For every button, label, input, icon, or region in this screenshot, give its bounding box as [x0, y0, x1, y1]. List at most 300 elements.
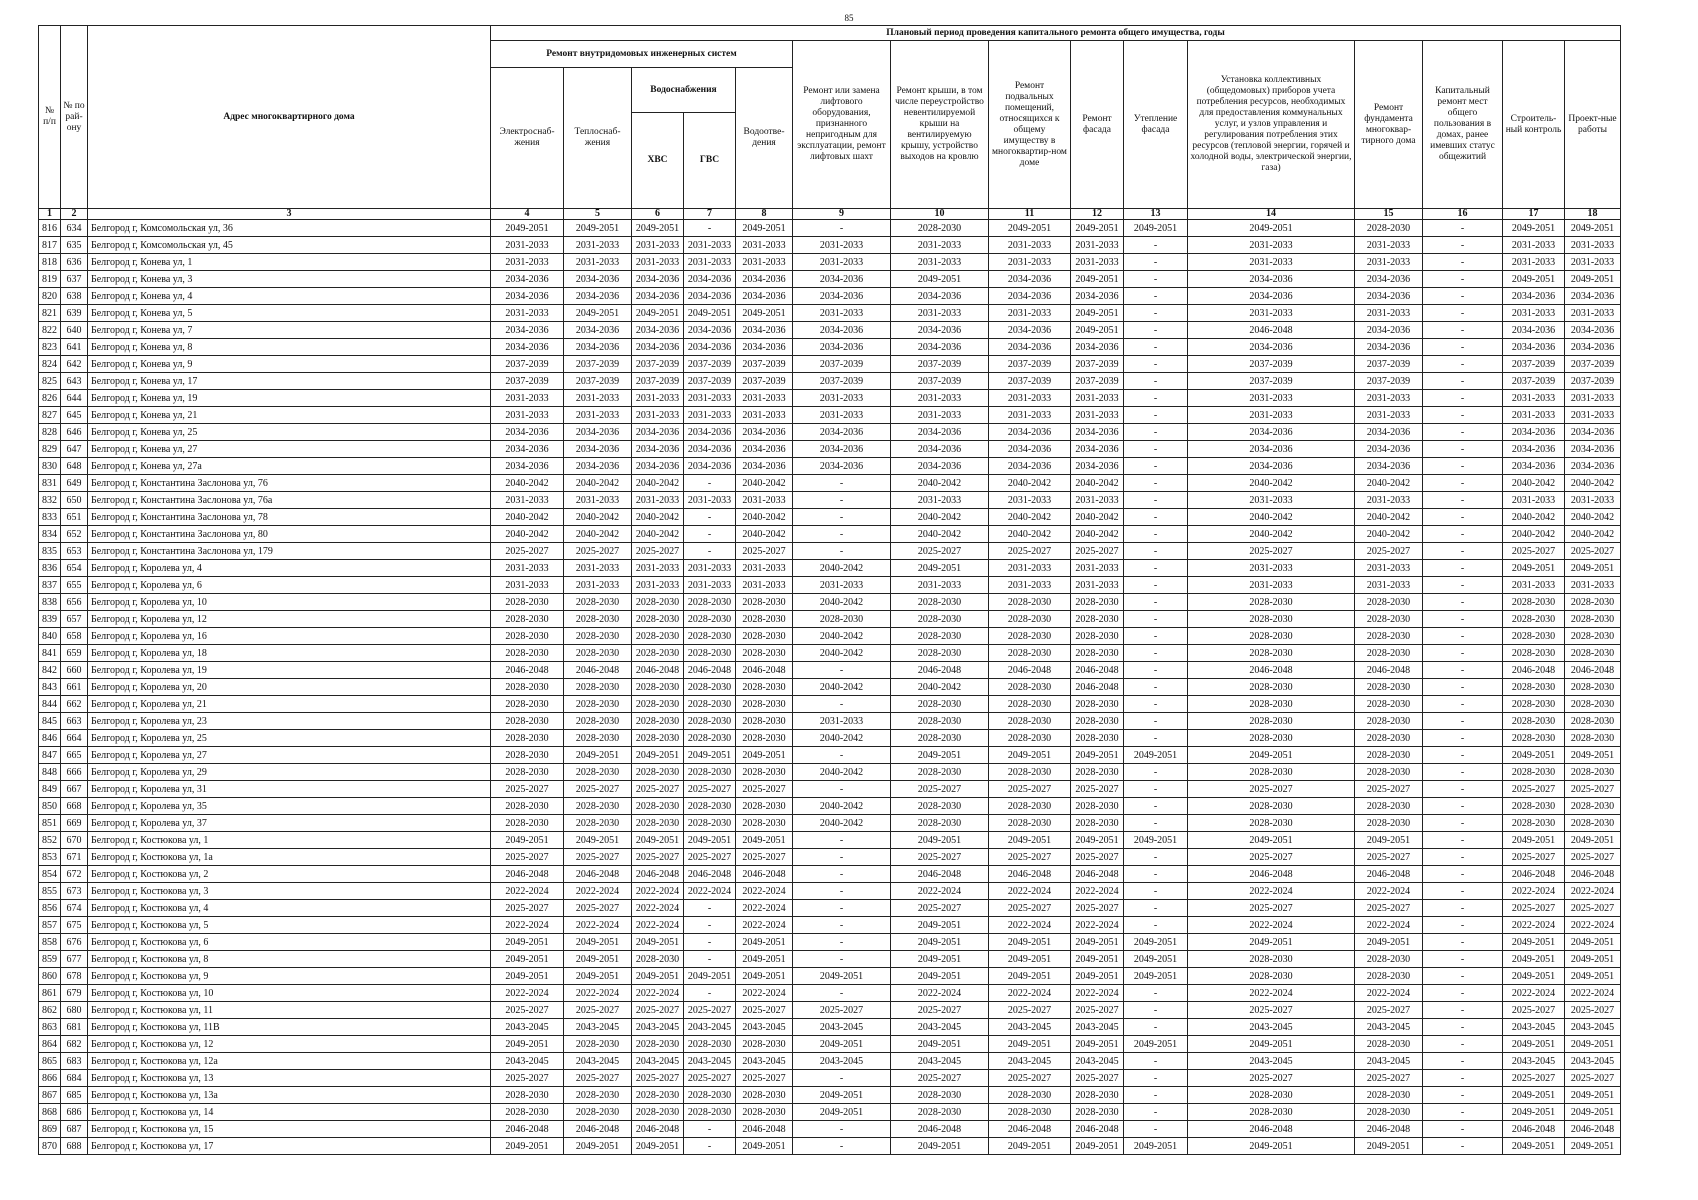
table-cell: 2028-2030 — [1188, 713, 1355, 730]
table-cell: - — [1423, 543, 1503, 560]
column-number: 1 — [39, 209, 61, 220]
table-cell: - — [1124, 611, 1188, 628]
table-cell: 2049-2051 — [989, 1036, 1071, 1053]
table-cell: 2031-2033 — [1071, 254, 1124, 271]
table-cell: 2040-2042 — [793, 764, 891, 781]
table-cell: 2046-2048 — [1565, 866, 1621, 883]
address-cell: Белгород г, Конева ул, 4 — [88, 288, 491, 305]
address-cell: Белгород г, Костюкова ул, 13 — [88, 1070, 491, 1087]
table-cell: 2040-2042 — [1565, 475, 1621, 492]
table-cell: 2046-2048 — [1503, 866, 1565, 883]
table-cell: 685 — [61, 1087, 88, 1104]
table-row — [39, 577, 1621, 594]
table-cell: 2034-2036 — [684, 458, 736, 475]
table-cell: - — [1124, 1070, 1188, 1087]
table-cell: - — [1124, 781, 1188, 798]
table-cell: 2025-2027 — [491, 1070, 564, 1087]
table-cell: 2025-2027 — [564, 849, 632, 866]
table-cell: - — [1124, 254, 1188, 271]
table-cell: 2040-2042 — [632, 509, 684, 526]
table-cell: - — [1124, 1053, 1188, 1070]
table-cell: 2031-2033 — [1071, 237, 1124, 254]
table-row — [39, 356, 1621, 373]
table-cell: 2028-2030 — [684, 594, 736, 611]
table-cell: 2040-2042 — [564, 475, 632, 492]
table-cell: 2049-2051 — [1355, 1138, 1423, 1155]
table-cell: 2028-2030 — [564, 679, 632, 696]
column-number-row — [39, 209, 1621, 220]
table-cell: 674 — [61, 900, 88, 917]
table-cell: 2028-2030 — [1355, 764, 1423, 781]
table-cell: 2025-2027 — [736, 543, 793, 560]
table-cell: 2028-2030 — [1355, 1036, 1423, 1053]
table-cell: 2028-2030 — [891, 1104, 989, 1121]
table-cell: 834 — [39, 526, 61, 543]
table-cell: 2049-2051 — [793, 1087, 891, 1104]
table-cell: 2034-2036 — [891, 458, 989, 475]
column-number: 10 — [891, 209, 989, 220]
table-cell: 2049-2051 — [684, 968, 736, 985]
table-cell: 2034-2036 — [1071, 441, 1124, 458]
table-cell: 2028-2030 — [891, 815, 989, 832]
table-cell: 2028-2030 — [989, 611, 1071, 628]
table-cell: 2049-2051 — [891, 1036, 989, 1053]
table-cell: - — [1124, 815, 1188, 832]
table-cell: 2034-2036 — [793, 458, 891, 475]
table-cell: 2049-2051 — [491, 220, 564, 237]
column-number: 4 — [491, 209, 564, 220]
table-cell: 2028-2030 — [491, 628, 564, 645]
table-cell: 2028-2030 — [1503, 730, 1565, 747]
table-cell: 2025-2027 — [1355, 1002, 1423, 1019]
table-cell: 2049-2051 — [1124, 1138, 1188, 1155]
table-cell: 2028-2030 — [684, 815, 736, 832]
table-cell: 683 — [61, 1053, 88, 1070]
table-cell: 2028-2030 — [632, 1104, 684, 1121]
table-cell: - — [1124, 237, 1188, 254]
table-cell: 2040-2042 — [891, 509, 989, 526]
table-cell: 2034-2036 — [1503, 458, 1565, 475]
table-cell: 2034-2036 — [684, 322, 736, 339]
column-number: 16 — [1423, 209, 1503, 220]
header-engineering-systems: Ремонт внутридомовых инженерных систем — [491, 41, 793, 68]
table-cell: - — [1423, 696, 1503, 713]
table-cell: 2034-2036 — [736, 288, 793, 305]
table-cell: 819 — [39, 271, 61, 288]
table-cell: 2049-2051 — [989, 934, 1071, 951]
table-cell: 2028-2030 — [564, 1036, 632, 1053]
table-cell: 667 — [61, 781, 88, 798]
table-cell: 2025-2027 — [989, 781, 1071, 798]
table-cell: - — [1124, 917, 1188, 934]
table-cell: 2034-2036 — [736, 441, 793, 458]
table-cell: 2049-2051 — [564, 951, 632, 968]
table-cell: 2034-2036 — [1503, 322, 1565, 339]
table-cell: 2049-2051 — [891, 832, 989, 849]
table-cell: 2028-2030 — [736, 1036, 793, 1053]
table-cell: 862 — [39, 1002, 61, 1019]
table-cell: 2049-2051 — [1071, 220, 1124, 237]
table-cell: - — [1124, 390, 1188, 407]
table-cell: 2028-2030 — [1188, 764, 1355, 781]
table-cell: 867 — [39, 1087, 61, 1104]
table-cell: - — [1423, 866, 1503, 883]
table-cell: - — [793, 917, 891, 934]
table-cell: 2049-2051 — [1565, 271, 1621, 288]
table-cell: 2031-2033 — [1355, 390, 1423, 407]
table-cell: 2046-2048 — [632, 866, 684, 883]
table-cell: 861 — [39, 985, 61, 1002]
table-cell: 637 — [61, 271, 88, 288]
table-cell: 2031-2033 — [1565, 237, 1621, 254]
header-planned-period: Плановый период проведения капитального ремонта общего имущества, годы — [491, 26, 1621, 41]
table-cell: 2025-2027 — [891, 1002, 989, 1019]
table-row — [39, 781, 1621, 798]
table-cell: 2043-2045 — [564, 1019, 632, 1036]
table-row — [39, 1019, 1621, 1036]
table-row — [39, 900, 1621, 917]
table-cell: 2043-2045 — [989, 1019, 1071, 1036]
table-cell: - — [1124, 679, 1188, 696]
table-cell: 2043-2045 — [684, 1019, 736, 1036]
table-cell: 817 — [39, 237, 61, 254]
table-cell: 2025-2027 — [632, 1070, 684, 1087]
table-cell: 2037-2039 — [1503, 373, 1565, 390]
table-cell: 869 — [39, 1121, 61, 1138]
table-cell: 2028-2030 — [1565, 815, 1621, 832]
table-cell: 2049-2051 — [736, 220, 793, 237]
table-cell: 657 — [61, 611, 88, 628]
table-cell: 2028-2030 — [1188, 951, 1355, 968]
table-cell: 2028-2030 — [491, 696, 564, 713]
table-cell: 2034-2036 — [989, 288, 1071, 305]
table-row — [39, 747, 1621, 764]
header-drainage: Водоотве-дения — [736, 68, 793, 209]
table-cell: 2022-2024 — [1503, 917, 1565, 934]
table-cell: 2031-2033 — [1565, 254, 1621, 271]
table-cell: 2034-2036 — [736, 322, 793, 339]
table-cell: 2040-2042 — [793, 679, 891, 696]
table-cell: 681 — [61, 1019, 88, 1036]
table-cell: 2025-2027 — [1355, 781, 1423, 798]
table-cell: 2025-2027 — [564, 900, 632, 917]
address-cell: Белгород г, Конева ул, 19 — [88, 390, 491, 407]
header-insulation: Утепление фасада — [1124, 41, 1188, 209]
table-cell: 2025-2027 — [1503, 781, 1565, 798]
table-cell: 2025-2027 — [1188, 781, 1355, 798]
table-cell: 2046-2048 — [491, 662, 564, 679]
header-heating: Теплоснаб-жения — [564, 68, 632, 209]
table-cell: 2031-2033 — [989, 407, 1071, 424]
table-cell: 2031-2033 — [632, 560, 684, 577]
table-cell: 2028-2030 — [1503, 713, 1565, 730]
header-cold-water: ХВС — [632, 113, 684, 209]
table-cell: 2028-2030 — [1565, 645, 1621, 662]
table-cell: 2028-2030 — [491, 594, 564, 611]
table-cell: 2025-2027 — [736, 1002, 793, 1019]
table-cell: 2028-2030 — [989, 730, 1071, 747]
address-cell: Белгород г, Королева ул, 6 — [88, 577, 491, 594]
address-cell: Белгород г, Костюкова ул, 14 — [88, 1104, 491, 1121]
table-cell: 2022-2024 — [1565, 883, 1621, 900]
table-cell: 2031-2033 — [989, 237, 1071, 254]
table-cell: 2049-2051 — [1071, 1138, 1124, 1155]
address-cell: Белгород г, Королева ул, 29 — [88, 764, 491, 781]
page-number: 85 — [844, 13, 854, 23]
table-cell: 2034-2036 — [891, 339, 989, 356]
table-cell: 2028-2030 — [989, 764, 1071, 781]
table-row — [39, 526, 1621, 543]
table-cell: 641 — [61, 339, 88, 356]
table-cell: - — [793, 866, 891, 883]
column-number: 11 — [989, 209, 1071, 220]
table-cell: 2046-2048 — [989, 866, 1071, 883]
table-cell: 2028-2030 — [564, 628, 632, 645]
table-cell: - — [1423, 968, 1503, 985]
table-cell: 859 — [39, 951, 61, 968]
table-cell: 2034-2036 — [989, 424, 1071, 441]
table-cell: 2034-2036 — [1355, 458, 1423, 475]
table-cell: 2031-2033 — [632, 577, 684, 594]
table-cell: 2028-2030 — [491, 730, 564, 747]
table-cell: 2040-2042 — [891, 526, 989, 543]
table-cell: 2043-2045 — [1188, 1053, 1355, 1070]
address-cell: Белгород г, Конева ул, 7 — [88, 322, 491, 339]
table-cell: - — [1124, 509, 1188, 526]
table-row — [39, 288, 1621, 305]
table-cell: 2028-2030 — [1355, 713, 1423, 730]
table-cell: 2031-2033 — [1355, 237, 1423, 254]
table-cell: 2034-2036 — [1503, 339, 1565, 356]
table-row — [39, 475, 1621, 492]
table-cell: 2028-2030 — [1355, 220, 1423, 237]
table-cell: 2022-2024 — [491, 883, 564, 900]
table-cell: 663 — [61, 713, 88, 730]
table-cell: 2028-2030 — [632, 696, 684, 713]
table-cell: 680 — [61, 1002, 88, 1019]
column-number: 5 — [564, 209, 632, 220]
table-cell: 2028-2030 — [891, 713, 989, 730]
table-cell: 670 — [61, 832, 88, 849]
table-cell: 2025-2027 — [564, 1070, 632, 1087]
table-cell: 825 — [39, 373, 61, 390]
table-cell: 2034-2036 — [793, 441, 891, 458]
table-cell: 2049-2051 — [736, 934, 793, 951]
table-cell: 2028-2030 — [632, 951, 684, 968]
table-cell: 2049-2051 — [1503, 747, 1565, 764]
address-cell: Белгород г, Костюкова ул, 11 — [88, 1002, 491, 1019]
table-cell: 2022-2024 — [564, 917, 632, 934]
table-cell: 2028-2030 — [1355, 628, 1423, 645]
table-cell: - — [1124, 492, 1188, 509]
table-cell: 2037-2039 — [1188, 373, 1355, 390]
table-cell: 2049-2051 — [491, 934, 564, 951]
table-cell: 2028-2030 — [989, 713, 1071, 730]
table-cell: 2028-2030 — [684, 798, 736, 815]
table-row — [39, 543, 1621, 560]
table-cell: 2049-2051 — [793, 1104, 891, 1121]
table-cell: 2028-2030 — [684, 611, 736, 628]
table-cell: 665 — [61, 747, 88, 764]
table-cell: 835 — [39, 543, 61, 560]
table-cell: 2034-2036 — [684, 288, 736, 305]
table-cell: 852 — [39, 832, 61, 849]
table-cell: 2031-2033 — [989, 305, 1071, 322]
table-cell: 2034-2036 — [564, 271, 632, 288]
table-cell: 635 — [61, 237, 88, 254]
table-cell: 2022-2024 — [1565, 917, 1621, 934]
table-cell: 2028-2030 — [736, 798, 793, 815]
table-cell: 2031-2033 — [1188, 305, 1355, 322]
table-cell: 2022-2024 — [1188, 917, 1355, 934]
table-cell: - — [1423, 373, 1503, 390]
header-construction-control: Строитель-ный контроль — [1503, 41, 1565, 209]
table-cell: 2040-2042 — [891, 679, 989, 696]
table-cell: 2031-2033 — [632, 254, 684, 271]
table-cell: 2028-2030 — [1071, 1087, 1124, 1104]
table-cell: 2028-2030 — [1355, 611, 1423, 628]
table-cell: 2028-2030 — [564, 713, 632, 730]
table-cell: 824 — [39, 356, 61, 373]
table-cell: 2049-2051 — [1071, 951, 1124, 968]
table-cell: - — [793, 526, 891, 543]
table-cell: 2034-2036 — [793, 322, 891, 339]
table-row — [39, 764, 1621, 781]
table-cell: 829 — [39, 441, 61, 458]
table-cell: 2022-2024 — [1071, 917, 1124, 934]
table-cell: - — [1124, 424, 1188, 441]
table-cell: - — [1423, 1087, 1503, 1104]
table-cell: 649 — [61, 475, 88, 492]
table-cell: 2037-2039 — [684, 356, 736, 373]
table-cell: 2049-2051 — [564, 934, 632, 951]
table-cell: - — [1423, 679, 1503, 696]
table-cell: 2028-2030 — [491, 815, 564, 832]
table-cell: 2046-2048 — [564, 1121, 632, 1138]
table-cell: - — [793, 747, 891, 764]
table-cell: 2025-2027 — [1565, 849, 1621, 866]
table-cell: 2034-2036 — [1071, 424, 1124, 441]
table-cell: - — [1423, 1121, 1503, 1138]
table-cell: - — [1124, 849, 1188, 866]
table-cell: - — [1124, 305, 1188, 322]
table-cell: 2031-2033 — [1355, 305, 1423, 322]
table-cell: 2049-2051 — [736, 832, 793, 849]
column-number: 14 — [1188, 209, 1355, 220]
table-cell: 2040-2042 — [491, 526, 564, 543]
table-cell: - — [1423, 305, 1503, 322]
table-cell: 666 — [61, 764, 88, 781]
table-cell: 646 — [61, 424, 88, 441]
table-cell: - — [1124, 900, 1188, 917]
table-cell: 2028-2030 — [1503, 815, 1565, 832]
table-cell: 2028-2030 — [1188, 611, 1355, 628]
table-cell: 2040-2042 — [1355, 526, 1423, 543]
table-cell: 2022-2024 — [564, 985, 632, 1002]
table-cell: 2034-2036 — [1565, 339, 1621, 356]
address-cell: Белгород г, Костюкова ул, 11В — [88, 1019, 491, 1036]
table-cell: 2025-2027 — [1071, 781, 1124, 798]
header-basement: Ремонт подвальных помещений, относящихся к общему имуществу в многоквартир-ном доме — [989, 41, 1071, 209]
table-cell: 822 — [39, 322, 61, 339]
table-cell: - — [1124, 322, 1188, 339]
table-cell: 2025-2027 — [1355, 543, 1423, 560]
table-cell: 2025-2027 — [491, 900, 564, 917]
table-cell: 688 — [61, 1138, 88, 1155]
table-cell: 2034-2036 — [1071, 339, 1124, 356]
table-cell: - — [1423, 951, 1503, 968]
table-cell: - — [1423, 356, 1503, 373]
table-cell: - — [1124, 645, 1188, 662]
table-cell: 2049-2051 — [632, 934, 684, 951]
table-cell: 662 — [61, 696, 88, 713]
column-number: 2 — [61, 209, 88, 220]
table-cell: - — [1423, 1036, 1503, 1053]
table-cell: 2034-2036 — [491, 288, 564, 305]
table-cell: 843 — [39, 679, 61, 696]
table-row — [39, 237, 1621, 254]
table-cell: 2028-2030 — [891, 594, 989, 611]
table-cell: - — [1124, 713, 1188, 730]
table-row — [39, 1070, 1621, 1087]
table-cell: 2031-2033 — [564, 577, 632, 594]
table-cell: - — [793, 951, 891, 968]
table-cell: - — [1124, 1104, 1188, 1121]
table-cell: 2025-2027 — [989, 543, 1071, 560]
table-cell: 2049-2051 — [1565, 560, 1621, 577]
table-cell: 2034-2036 — [684, 441, 736, 458]
table-cell: 678 — [61, 968, 88, 985]
table-cell: 2049-2051 — [1124, 934, 1188, 951]
table-cell: 2022-2024 — [1355, 985, 1423, 1002]
table-cell: - — [1423, 934, 1503, 951]
table-cell: 2031-2033 — [491, 254, 564, 271]
table-cell: 2031-2033 — [1565, 305, 1621, 322]
table-cell: 644 — [61, 390, 88, 407]
table-cell: 2028-2030 — [1565, 798, 1621, 815]
table-cell: - — [1423, 1138, 1503, 1155]
table-cell: 842 — [39, 662, 61, 679]
table-cell: 639 — [61, 305, 88, 322]
address-cell: Белгород г, Конева ул, 27а — [88, 458, 491, 475]
table-cell: 2031-2033 — [1565, 407, 1621, 424]
table-cell: 2034-2036 — [1355, 441, 1423, 458]
table-cell: 676 — [61, 934, 88, 951]
table-cell: - — [1124, 1019, 1188, 1036]
column-number: 18 — [1565, 209, 1621, 220]
table-cell: 2037-2039 — [564, 356, 632, 373]
table-cell: 2028-2030 — [1071, 815, 1124, 832]
table-cell: 2034-2036 — [989, 339, 1071, 356]
table-cell: 2046-2048 — [1355, 1121, 1423, 1138]
table-cell: 851 — [39, 815, 61, 832]
table-row — [39, 1138, 1621, 1155]
table-cell: 2031-2033 — [891, 254, 989, 271]
table-cell: - — [793, 849, 891, 866]
header-meters: Установка коллективных (общедомовых) приборов учета потребления ресурсов, необходимых для предоставления коммунальных услуг, и узлов управления и регулирования потребления этих ресурсов (тепловой энергии, горячей и холодной воды, электрической энергии, газа) — [1188, 41, 1355, 209]
table-cell: 2049-2051 — [1565, 1036, 1621, 1053]
table-cell: 2028-2030 — [491, 798, 564, 815]
table-cell: 2028-2030 — [684, 645, 736, 662]
column-number: 15 — [1355, 209, 1423, 220]
table-cell: 2028-2030 — [491, 1104, 564, 1121]
table-cell: 2040-2042 — [1503, 526, 1565, 543]
column-number: 12 — [1071, 209, 1124, 220]
table-cell: 682 — [61, 1036, 88, 1053]
table-cell: 2028-2030 — [1071, 628, 1124, 645]
table-cell: 2046-2048 — [1188, 1121, 1355, 1138]
table-cell: 2028-2030 — [1188, 679, 1355, 696]
